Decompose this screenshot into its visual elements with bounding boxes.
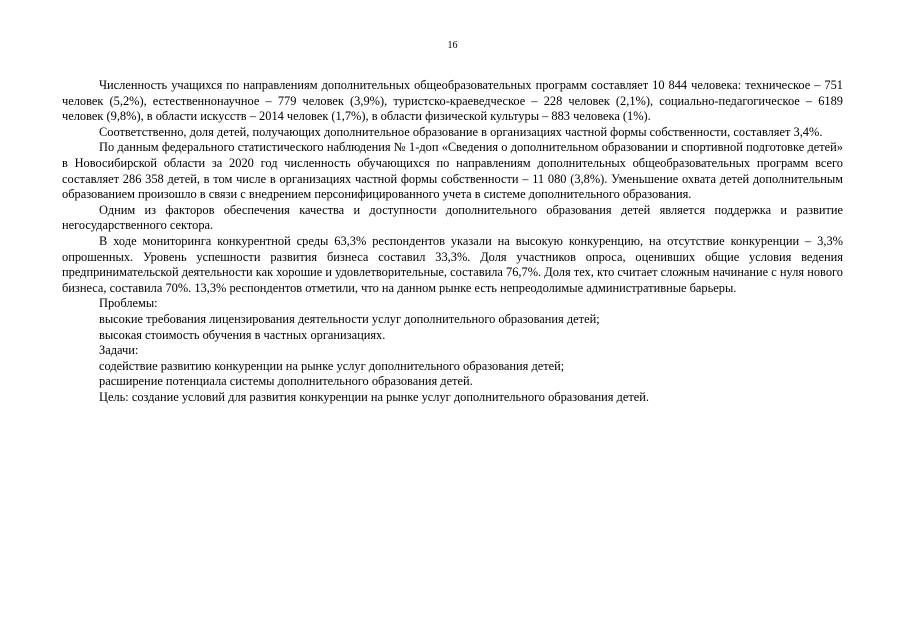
problems-heading: Проблемы: xyxy=(99,296,158,311)
problem-item: высокие требования лицензирования деятельности услуг дополнительного образования детей; xyxy=(99,311,600,326)
paragraph-private-share: Соответственно, доля детей, получающих дополнительное образование в организациях частной формы собственности, составляет 3,4%. xyxy=(99,124,823,139)
paragraph-federal-statistics: По данным федерального статистического наблюдения № 1-доп «Сведения о дополнительном образовании и спортивной подготовке детей» в Новосибирской области за 2020 год численность обучающихся по направлениям дополнительных общеобразовательных программ всего составляет 286 358 детей, в том числе в организациях частной формы собственности – 11 080 (3,8%). Уменьшение охвата детей дополнительным образованием произошло в связи с внедрением персонифицированного учета в системе дополнительного образования. xyxy=(62,140,843,202)
goal-statement: Цель: создание условий для развития конкуренции на рынке услуг дополнительного образования детей. xyxy=(99,389,649,404)
paragraph-monitoring: В ходе мониторинга конкурентной среды 63,3% респондентов указали на высокую конкуренцию, на отсутствие конкуренции – 3,3% опрошенных. Уровень успешности развития бизнеса составил 33,3%. Доля участников опроса, оценивших общие условия ведения предпринимательской деятельности как хорошие и удовлетворительные, составила 76,7%. Доля тех, кто считает сложным начинание с нуля нового бизнеса, составила 70%. 13,3% респондентов отметили, что на данном рынке есть непреодолимые административные барьеры. xyxy=(62,233,843,295)
page-number: 16 xyxy=(447,40,458,51)
tasks-heading: Задачи: xyxy=(99,343,139,358)
paragraph-student-numbers: Численность учащихся по направлениям дополнительных общеобразовательных программ составляет 10 844 человека: техническое – 751 человек (5,2%), естественнонаучное – 779 человек (3,9%), туристско-краеведческое – 228 человек (2,1%), социально-педагогическое – 6189 человек (9,8%), в области искусств – 2014 человек (1,7%), в области физической культуры – 883 человека (1%). xyxy=(62,78,843,124)
document-body xyxy=(62,78,843,405)
task-item: содействие развитию конкуренции на рынке услуг дополнительного образования детей; xyxy=(99,358,565,373)
paragraph-non-state-sector: Одним из факторов обеспечения качества и доступности дополнительного образования детей является поддержка и развитие негосударственного сектора. xyxy=(62,202,843,233)
problem-item: высокая стоимость обучения в частных организациях. xyxy=(99,327,386,342)
task-item: расширение потенциала системы дополнительного образования детей. xyxy=(99,374,473,389)
